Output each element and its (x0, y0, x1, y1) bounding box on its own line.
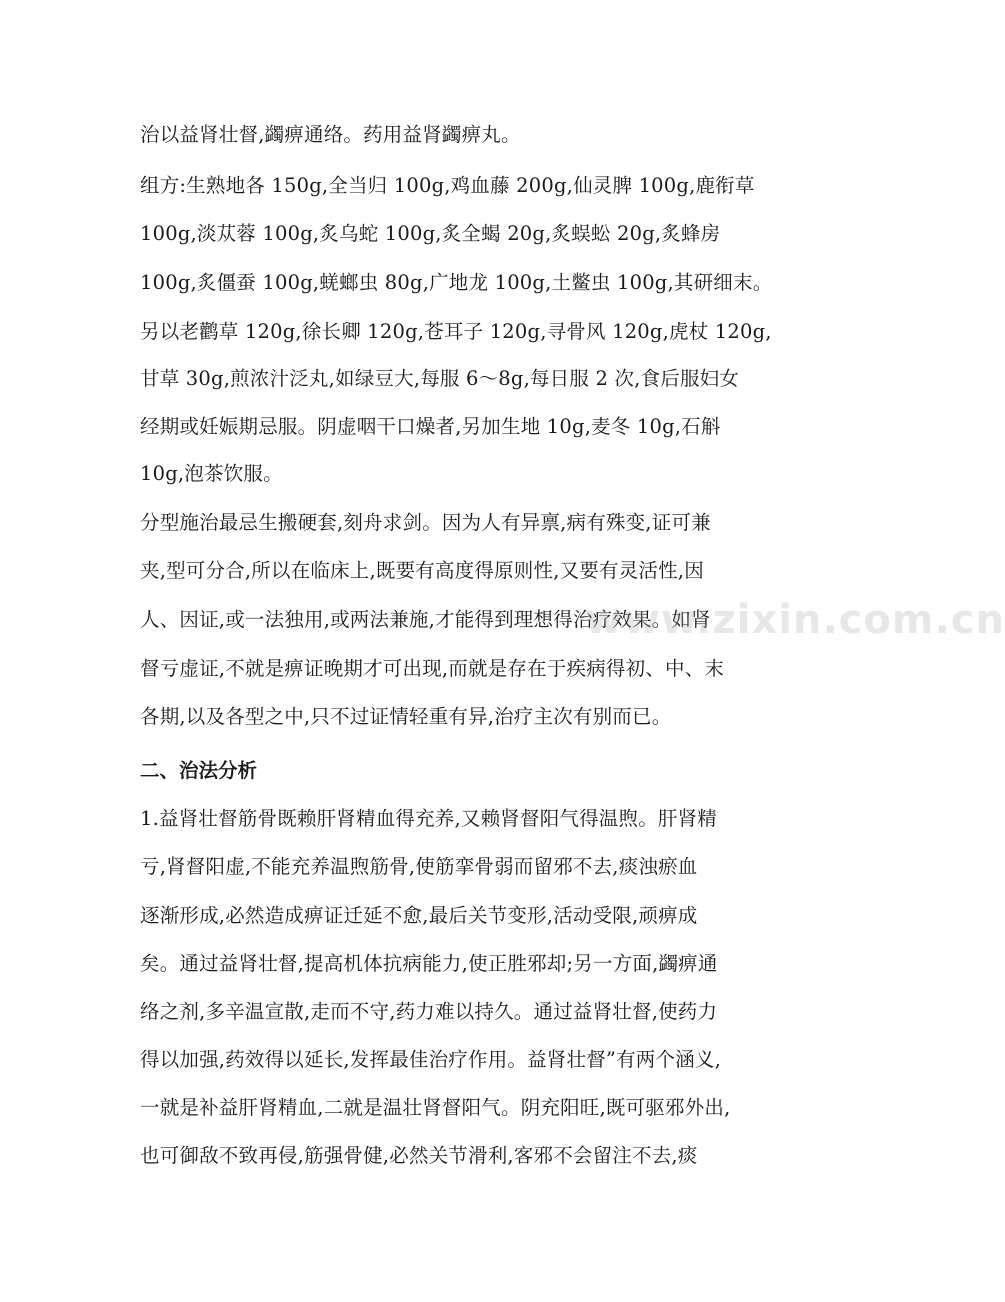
text-line: 10g,泡茶饮服。 (140, 462, 283, 485)
text-line: 甘草 30g,煎浓汁泛丸,如绿豆大,每服 6～8g,每日服 2 次,食后服妇女 (140, 367, 740, 390)
text-line: 各期,以及各型之中,只不过证情轻重有异,治疗主次有别而已。 (140, 705, 672, 728)
text-line: 100g,炙僵蚕 100g,蜣螂虫 80g,广地龙 100g,土鳖虫 100g,其研细末。 (140, 271, 773, 294)
text-line: 得以加强,药效得以延长,发挥最佳治疗作用。益肾壮督”有两个涵义, (140, 1048, 721, 1071)
text-line: 人、因证,或一法独用,或两法兼施,才能得到理想得治疗效果。如肾 (140, 608, 711, 631)
text-line: 分型施治最忌生搬硬套,刻舟求剑。因为人有异禀,病有殊变,证可兼 (140, 511, 711, 534)
watermark: www.zixin.com.cn (585, 597, 1005, 643)
text-line: 络之剂,多辛温宣散,走而不守,药力难以持久。通过益肾壮督,使药力 (140, 1000, 718, 1023)
text-line: 逐渐形成,必然造成痹证迁延不愈,最后关节变形,活动受限,顽痹成 (140, 904, 698, 927)
text-line: 1.益肾壮督筋骨既赖肝肾精血得充养,又赖肾督阳气得温煦。肝肾精 (140, 807, 718, 830)
text-line: 督亏虚证,不就是痹证晚期才可出现,而就是存在于疾病得初、中、末 (140, 657, 725, 680)
text-line: 经期或妊娠期忌服。阴虚咽干口燥者,另加生地 10g,麦冬 10g,石斛 (140, 415, 721, 438)
text-line: 也可御敌不致再侵,筋强骨健,必然关节滑利,客邪不会留注不去,痰 (140, 1144, 698, 1167)
text-line: 另以老鹳草 120g,徐长卿 120g,苍耳子 120g,寻骨风 120g,虎杖 120g, (140, 320, 772, 343)
text-line: 治以益肾壮督,蠲痹通络。药用益肾蠲痹丸。 (140, 123, 521, 146)
section-heading: 二、治法分析 (140, 759, 258, 782)
text-line: 100g,淡苁蓉 100g,炙乌蛇 100g,炙全蝎 20g,炙蜈蚣 20g,炙蜂房 (140, 222, 721, 245)
text-line: 亏,肾督阳虚,不能充养温煦筋骨,使筋挛骨弱而留邪不去,痰浊瘀血 (140, 855, 698, 878)
text-line: 一就是补益肝肾精血,二就是温壮肾督阳气。阴充阳旺,既可驱邪外出, (140, 1096, 731, 1119)
text-line: 组方:生熟地各 150g,全当归 100g,鸡血藤 200g,仙灵脾 100g,鹿衔草 (140, 174, 755, 197)
text-line: 夹,型可分合,所以在临床上,既要有高度得原则性,又要有灵活性,因 (140, 559, 704, 582)
text-line: 矣。通过益肾壮督,提高机体抗病能力,使正胜邪却;另一方面,蠲痹通 (140, 952, 718, 975)
